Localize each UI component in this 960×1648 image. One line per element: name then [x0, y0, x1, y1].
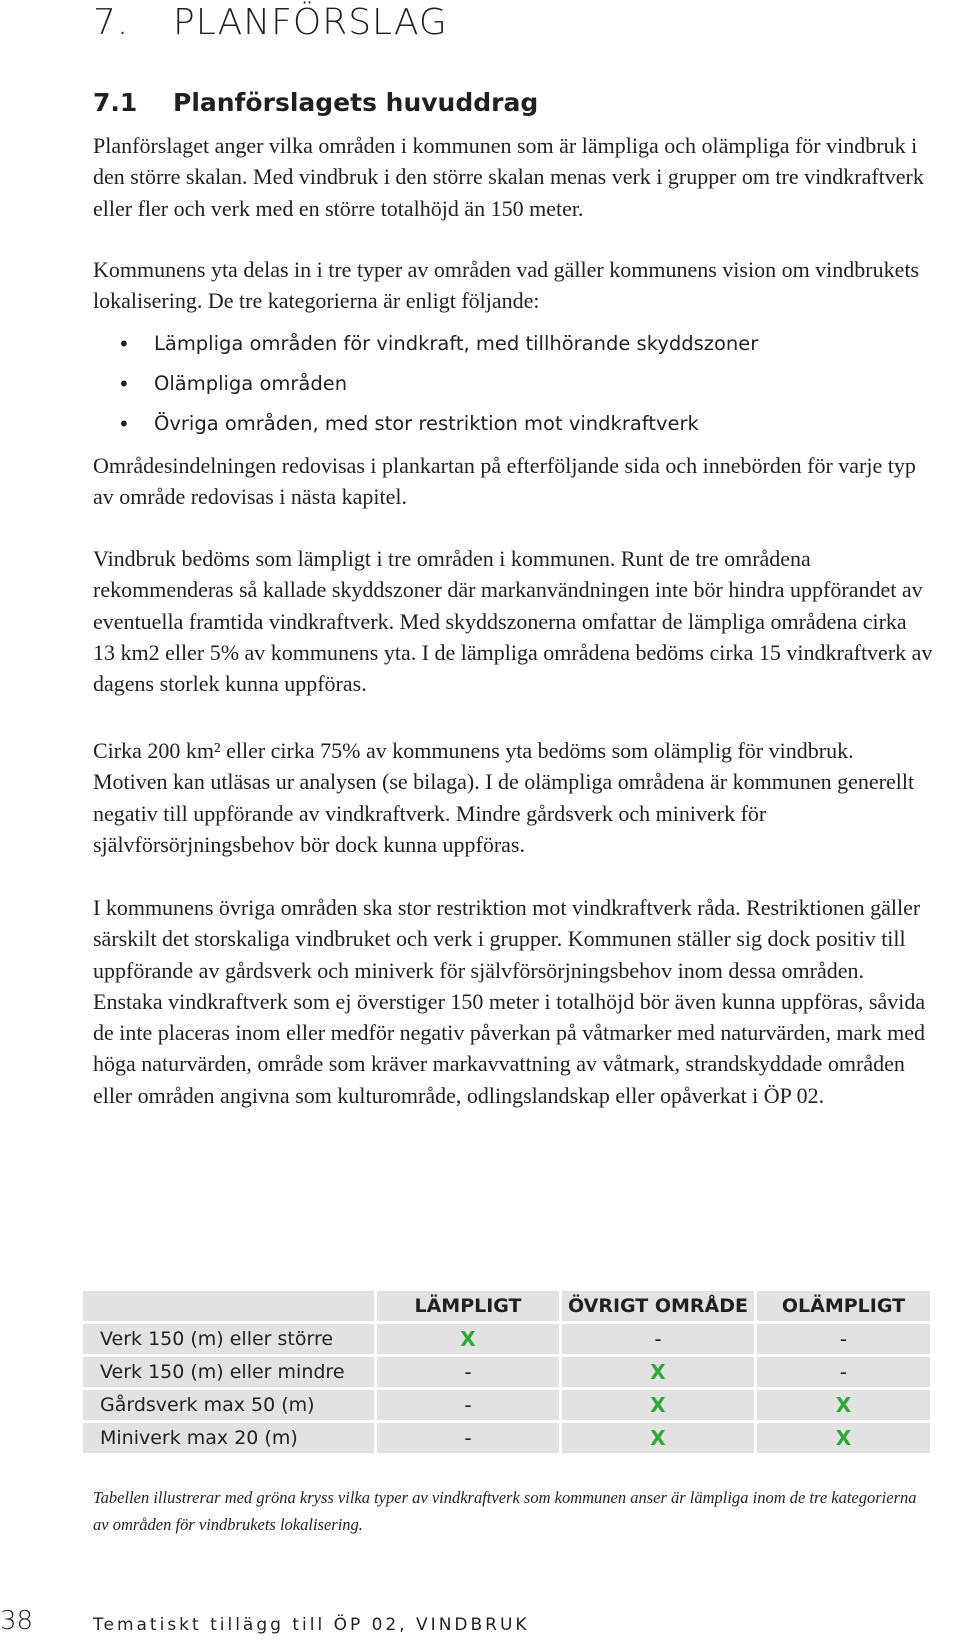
section-number: 7.1: [93, 88, 138, 117]
table-cell: -: [376, 1356, 561, 1389]
table-cell: X: [756, 1422, 932, 1455]
table-cell: -: [756, 1323, 932, 1356]
row-label: Miniverk max 20 (m): [82, 1422, 376, 1455]
paragraph-text: Vindbruk bedöms som lämpligt i tre områden i kommunen. Runt de tre områdena rekommenderas så kallade skyddszoner där markanvändningen inte bör hindra uppförandet av eventuella framtida vindkraftverk. Med skyddszonerna omfattar de lämpliga områdena cirka 13 km2 eller 5% av kommunens yta. I de lämpliga områdena bedöms cirka 15 vindkraftverk av dagens storlek kunna uppföras.: [93, 546, 933, 697]
paragraph-division: [93, 450, 933, 513]
paragraph-text: Cirka 200 km² eller cirka 75% av kommunens yta bedöms som olämplig för vindbruk. Motiven kan utläsas ur analysen (se bilaga). I de olämpliga områdena är kommunen generellt negativ till uppförande av vindkraftverk. Mindre gårdsverk och miniverk för självförsörjningsbehov bör dock kunna uppföras.: [93, 738, 915, 857]
suitability-table: [80, 1288, 933, 1456]
category-list: [118, 332, 758, 452]
paragraph-suitable: [93, 543, 933, 699]
list-item: • Lämpliga områden för vindkraft, med tillhörande skyddszoner: [118, 332, 758, 372]
paragraph-intro: [93, 130, 933, 224]
chapter-heading: [93, 2, 448, 43]
table-cell: X: [561, 1356, 756, 1389]
paragraph-other-areas: [93, 892, 933, 1111]
table-row: [82, 1422, 932, 1455]
list-item: • Olämpliga områden: [118, 372, 758, 412]
table-row: [82, 1389, 932, 1422]
section-heading: [93, 88, 538, 117]
row-label: Verk 150 (m) eller större: [82, 1323, 376, 1356]
table-cell: -: [756, 1356, 932, 1389]
chapter-number: 7.: [93, 2, 130, 43]
paragraph-text: Områdesindelningen redovisas i plankartan på efterföljande sida och innebörden för varje typ av område redovisas i nästa kapitel.: [93, 453, 916, 510]
table-cell: -: [376, 1422, 561, 1455]
paragraph-unsuitable: [93, 735, 933, 860]
table-cell: -: [376, 1389, 561, 1422]
section-title: Planförslagets huvuddrag: [173, 88, 539, 117]
page-number: 38: [0, 1606, 34, 1636]
list-item: • Övriga områden, med stor restriktion mot vindkraftverk: [118, 412, 758, 452]
running-head: Tematiskt tillägg till ÖP 02, VINDBRUK: [93, 1615, 530, 1635]
table-header-ovrigt: ÖVRIGT OMRÅDE: [561, 1290, 756, 1323]
table-cell: X: [561, 1389, 756, 1422]
table-row: [82, 1356, 932, 1389]
table-caption: Tabellen illustrerar med gröna kryss vilka typer av vindkraftverk som kommunen anser är lämpliga inom de tre kategorierna av områden för vindbrukets lokalisering.: [93, 1488, 917, 1534]
table-header-row: [82, 1290, 932, 1323]
paragraph-text: I kommunens övriga områden ska stor restriktion mot vindkraftverk råda. Restriktionen gäller särskilt det storskaliga vindbruket och verk i grupper. Kommunen ställer sig dock positiv till uppförande av gårdsverk och miniverk för självförsörjningsbehov inom dessa områden. Enstaka vindkraftverk som ej överstiger 150 meter i totalhöjd bör även kunna uppföras, såvida de inte placeras inom eller medför negativ påverkan på våtmarker med naturvärden, mark med höga naturvärden, område som kräver markavvattning av våtmark, strandskyddade områden eller områden angivna som kulturområde, odlingslandskap eller opåverkat i ÖP 02.: [93, 895, 926, 1108]
paragraph-text: Kommunens yta delas in i tre typer av områden vad gäller kommunens vision om vindbrukets lokalisering. De tre kategorierna är enligt följande:: [93, 257, 920, 314]
table-header-olampligt: OLÄMPLIGT: [756, 1290, 932, 1323]
row-label: Verk 150 (m) eller mindre: [82, 1356, 376, 1389]
paragraph-text: Planförslaget anger vilka områden i kommunen som är lämpliga och olämpliga för vindbruk i den större skalan. Med vindbruk i den större skalan menas verk i grupper om tre vindkraftverk eller fler och verk med en större totalhöjd än 150 meter.: [93, 133, 924, 221]
table-cell: X: [561, 1422, 756, 1455]
table-header-lampligt: LÄMPLIGT: [376, 1290, 561, 1323]
table-cell: -: [561, 1323, 756, 1356]
table-cell: X: [756, 1389, 932, 1422]
table-row: [82, 1323, 932, 1356]
row-label: Gårdsverk max 50 (m): [82, 1389, 376, 1422]
chapter-title: PLANFÖRSLAG: [173, 2, 448, 43]
table-header-empty: [82, 1290, 376, 1323]
paragraph-categories: [93, 254, 933, 317]
table-cell: X: [376, 1323, 561, 1356]
